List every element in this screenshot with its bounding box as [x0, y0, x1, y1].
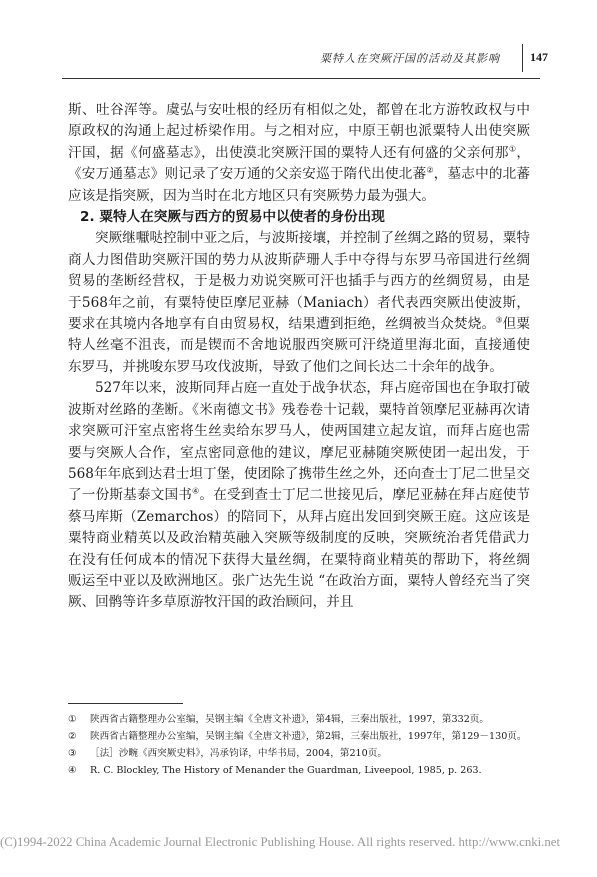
footnotes	[68, 712, 530, 780]
footnote-item	[68, 729, 530, 744]
paragraph-2-text-b: 但粟特人丝毫不沮丧，而是锲而不舍地说服西突厥可汗绕道里海北面，直接通使东罗马，并挑唆东罗马攻伐波斯，导致了他们之间长达二十余年的战争。	[68, 316, 531, 375]
footnote-number: ②	[68, 731, 77, 742]
page-number: 147	[530, 50, 548, 64]
footnote-text: R. C. Blockley, The History of Menander the Guardman, Liveepool, 1985, p. 263.	[90, 765, 482, 776]
page-header	[0, 0, 597, 90]
paragraph-1	[68, 100, 530, 207]
paragraph-2	[68, 228, 530, 378]
footnote-text: 陕西省古籍整理办公室编，吴钢主编《全唐文补遗》，第2辑，三秦出版社，1997年，第129－130页。	[90, 731, 527, 742]
section-heading: 2. 粟特人在突厥与西方的贸易中以使者的身份出现	[80, 209, 385, 226]
footnote-number: ④	[68, 765, 77, 776]
footnote-text: 陕西省古籍整理办公室编，吴钢主编《全唐文补遗》，第4辑，三秦出版社，1997，第332页。	[90, 714, 489, 725]
paragraph-1-text-b: ，《安万通墓志》则记录了安万通的父亲安巡于隋代出使北蕃	[68, 144, 531, 183]
footnote-number: ③	[68, 748, 77, 759]
paragraph-3-text-b: 。在受到查士丁尼二世接见后，摩尼亚赫在拜占庭使节蔡马库斯（Zemarchos）的陪同下，从拜占庭出发回到突厥王庭。这应该是粟特商业精英以及政治精英融入突厥等级制度的反映，突厥统治者凭借武力在没有任何成本的情况下获得大量丝绸，在粟特商业精英的帮助下，将丝绸贩运至中亚以及欧洲地区。张广达先生说 “在政治方面，粟特人曾经充当了突厥、回鹘等许多草原游牧汗国的政治顾问，并且	[68, 487, 531, 611]
footnote-item	[68, 746, 530, 761]
paragraph-2-text: 突厥继嚈哒控制中亚之后，与波斯接壤，并控制了丝绸之路的贸易，粟特商人力图借助突厥汗国的势力从波斯萨珊人手中夺得与东罗马帝国进行丝绸贸易的垄断经营权，于是极力劝说突厥可汗也插手与西方的丝绸贸易，由是于568年之前，有粟特使臣摩尼亚赫（Maniach）者代表西突厥出使波斯，要求在其境内各地享有自由贸易权，结果遭到拒绝，丝绸被当众焚烧。	[68, 230, 530, 333]
footnote-item	[68, 763, 530, 778]
footnote-rule	[68, 703, 183, 704]
header-separator	[522, 44, 523, 72]
footnote-item	[68, 712, 530, 727]
running-title: 粟特人在突厥汗国的活动及其影响	[320, 52, 500, 65]
header-rule	[62, 78, 540, 79]
body-text	[68, 100, 530, 614]
footnote-ref-4[interactable]: ④	[192, 486, 200, 496]
footnote-ref-1[interactable]: ①	[508, 144, 517, 154]
paragraph-1-text: 斯、吐谷浑等。虞弘与安吐根的经历有相似之处，都曾在北方游牧政权与中原政权的沟通上起过桥梁作用。与之相对应，中原王朝也派粟特人出使突厥汗国，据《何盛墓志》，出使漠北突厥汗国的粟特人还有何盛的父亲何那	[68, 102, 530, 161]
paragraph-3	[68, 378, 530, 613]
footnote-ref-2[interactable]: ②	[426, 165, 434, 175]
copyright-watermark: (C)1994-2022 China Academic Journal Electronic Publishing House. All rights reserved. http://www.cnki.net	[0, 835, 561, 849]
footnote-text: ［法］沙畹《西突厥史料》，冯承钧译，中华书局，2004，第210页。	[90, 748, 387, 759]
paragraph-1-text-c: ，墓志中的北蕃应该是指突厥，因为当时在北方地区只有突厥势力最为强大。	[68, 166, 531, 204]
paragraph-3-text: 527年以来，波斯同拜占庭一直处于战争状态，拜占庭帝国也在争取打破波斯对丝路的垄断。《米南德文书》残卷卷十记载，粟特首领摩尼亚赫再次请求突厥可汗室点密将生丝卖给东罗马人，使两国建立起友谊，而拜占庭也需要与突厥人合作，室点密同意他的建议，摩尼亚赫随突厥使团一起出发，于568年年底到达君士坦丁堡，使团除了携带生丝之外，还向查士丁尼二世呈交了一份斯基泰文国书	[68, 380, 530, 504]
footnote-number: ①	[68, 714, 77, 725]
footnote-ref-3[interactable]: ③	[495, 315, 503, 325]
